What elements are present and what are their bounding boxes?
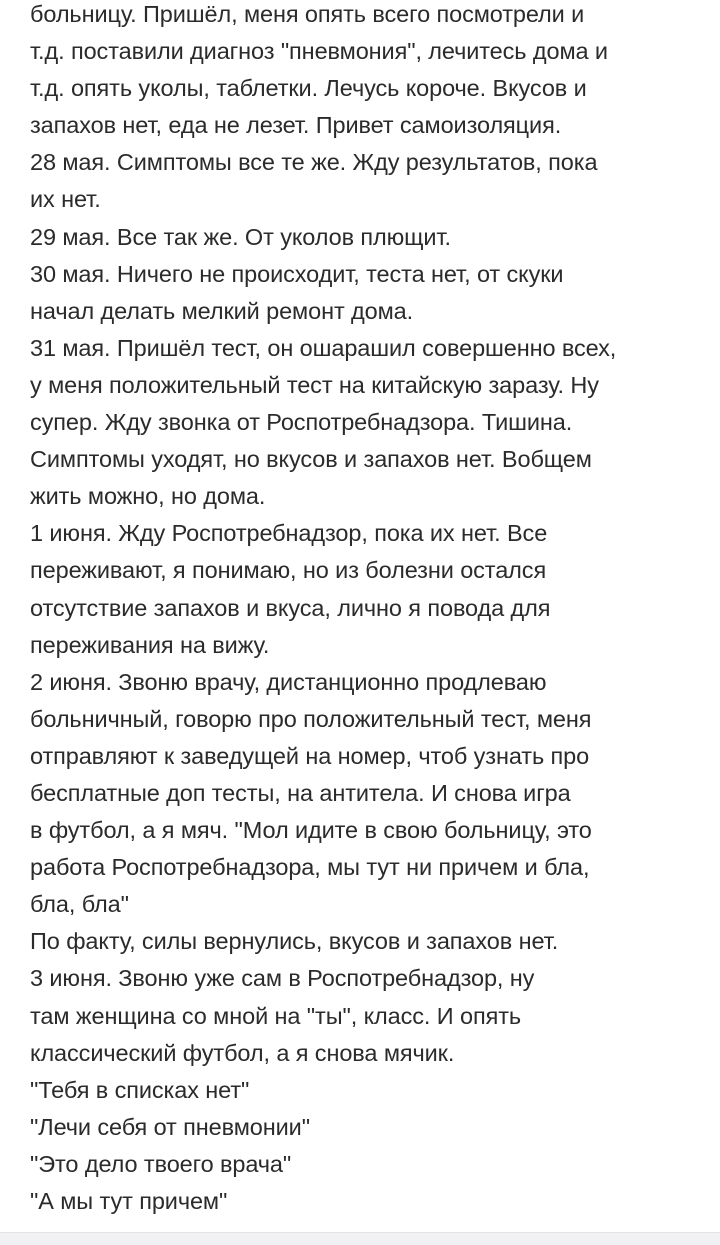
post-line: запахов нет, еда не лезет. Привет самоизоляция. xyxy=(30,112,562,139)
post-line: их нет. xyxy=(30,186,101,213)
post-line: переживания на вижу. xyxy=(30,631,270,658)
post-line: Симптомы уходят, но вкусов и запахов нет. Вобщем xyxy=(30,446,592,473)
post-line: бесплатные доп тесты, на антитела. И снова игра xyxy=(30,779,571,806)
post-line: "Это дело твоего врача" xyxy=(30,1150,292,1177)
post-line: больничный, говорю про положительный тест, меня xyxy=(30,705,592,732)
post-line: бла, бла" xyxy=(30,891,129,918)
post-line: По факту, силы вернулись, вкусов и запахов нет. xyxy=(30,928,559,955)
post-line: в футбол, а я мяч. "Мол идите в свою больницу, это xyxy=(30,817,592,844)
post-line: переживают, я понимаю, но из болезни остался xyxy=(30,557,547,584)
post-line: 2 июня. Звоню врачу, дистанционно продлеваю xyxy=(30,668,547,695)
post-line: 30 мая. Ничего не происходит, теста нет, от скуки xyxy=(30,260,564,287)
post-line: классический футбол, а я снова мячик. xyxy=(30,1039,455,1066)
post-line: жить можно, но дома. xyxy=(30,483,266,510)
post-line: т.д. поставили диагноз "пневмония", лечитесь дома и xyxy=(30,38,608,65)
post-line: больницу. Пришёл, меня опять всего посмотрели и xyxy=(30,1,585,27)
post-line: 31 мая. Пришёл тест, он ошарашил совершенно всех, xyxy=(30,334,617,361)
post-line: у меня положительный тест на китайскую заразу. Ну xyxy=(30,371,599,398)
post-line: 28 мая. Симптомы все те же. Жду результатов, пока xyxy=(30,149,598,176)
post-line: отсутствие запахов и вкуса, лично я повода для xyxy=(30,594,551,621)
post-line: отправляют к заведущей на номер, чтоб узнать про xyxy=(30,742,590,769)
post-line: т.д. опять уколы, таблетки. Лечусь короче. Вкусов и xyxy=(30,75,587,102)
post-line: "Лечи себя от пневмонии" xyxy=(30,1113,310,1140)
post-line: "А мы тут причем" xyxy=(30,1188,228,1214)
post-line: супер. Жду звонка от Роспотребнадзора. Тишина. xyxy=(30,409,573,436)
post-line: там женщина со мной на "ты", класс. И опять xyxy=(30,1002,522,1029)
post-line: 1 июня. Жду Роспотребнадзор, пока их нет. Все xyxy=(30,520,548,547)
post-body-text xyxy=(30,0,700,1220)
post-line: 3 июня. Звоню уже сам в Роспотребнадзор, ну xyxy=(30,965,535,992)
post-line: "Тебя в списках нет" xyxy=(30,1076,250,1103)
post-line: начал делать мелкий ремонт дома. xyxy=(30,297,414,324)
content-bottom-divider xyxy=(0,1232,720,1245)
post-line: 29 мая. Все так же. От уколов плющит. xyxy=(30,223,451,250)
post-line: работа Роспотребнадзора, мы тут ни причем и бла, xyxy=(30,854,590,881)
